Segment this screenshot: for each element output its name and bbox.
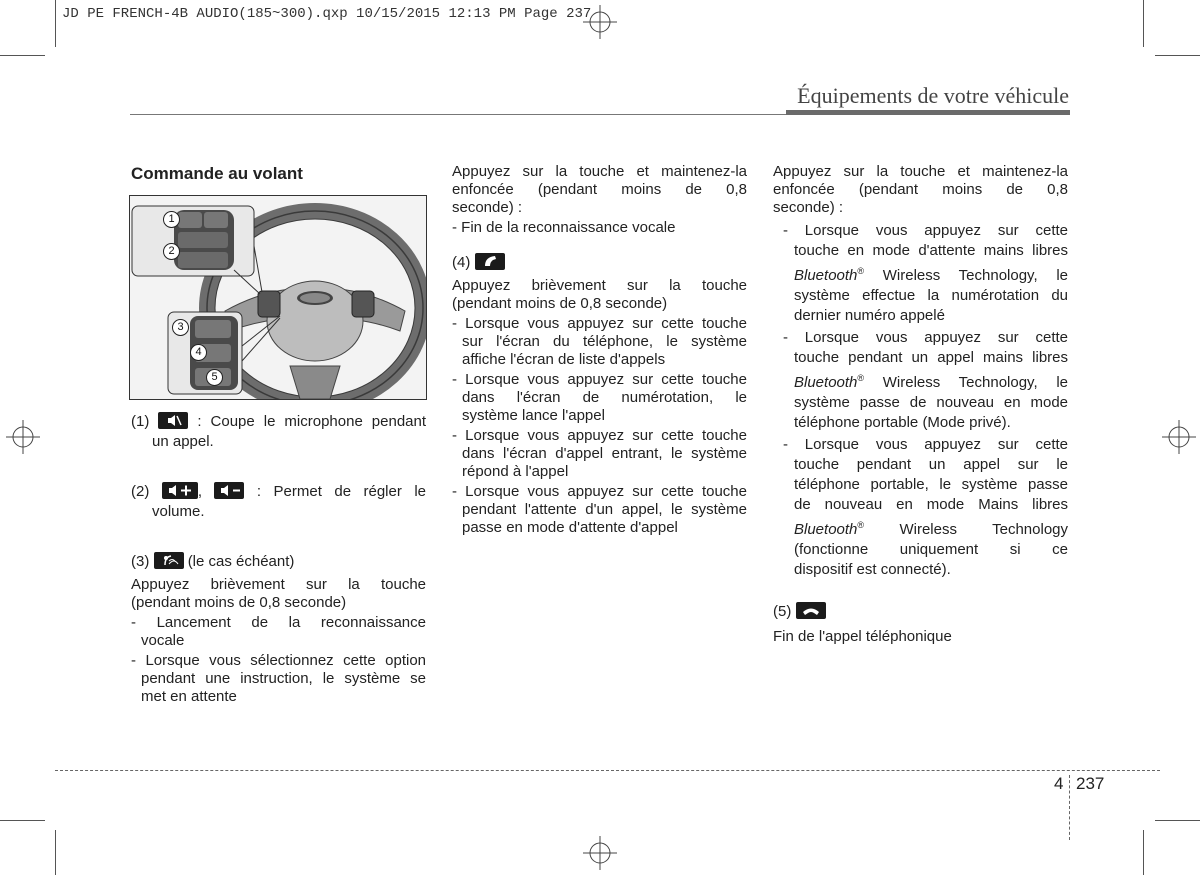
item-3-b2c: met en attente [141,688,237,705]
col2-p1a: Appuyez sur la touche et maintenez-la [452,163,747,180]
col3-b3c: téléphone portable, le système passe [794,476,1068,493]
col3-b2d: système passe de nouveau en mode [794,394,1068,411]
col3-b3g: dispositif est connecté). [794,561,951,578]
end-call-icon [796,602,826,619]
col3-b2b: touche pendant un appel mains libres [794,349,1068,366]
col3-bullet-2 [773,328,1068,433]
crop-mark [0,55,45,56]
item-1-text: : Coupe le microphone pendant [197,413,427,430]
col2-b1: - Fin de la reconnaissance vocale [452,219,676,236]
title-rule-accent [786,110,1070,115]
column-1 [131,412,426,706]
callout-3: 3 [172,319,189,336]
item-4-line [452,253,747,273]
registered-mark: ® [857,373,865,383]
col3-b3e [773,515,1068,540]
page-number: 237 [1076,774,1105,793]
crop-mark [0,820,45,821]
item-1-label: (1) [131,413,150,430]
col3-b1e: dernier numéro appelé [794,307,945,324]
item-3-b2b: pendant une instruction, le système se [141,670,426,687]
col3-b3d: de nouveau en mode Mains libres [794,496,1068,513]
item-3-label: (3) [131,553,150,570]
col3-b2a: - Lorsque vous appuyez sur cette [783,329,1068,346]
item-4-label: (4) [452,254,471,271]
col3-b1b: touche en mode d'attente mains libres [794,242,1068,259]
item-3-text: (le cas échéant) [187,553,295,570]
crop-mark [1143,0,1144,47]
callout-1: 1 [163,211,180,228]
col3-b1c [773,261,1068,286]
page-number-separator [1069,775,1070,840]
volume-up-icon [162,482,198,499]
crop-mark [55,0,56,47]
col3-b1d: système effectue la numérotation du [794,287,1068,304]
col3-b3f: (fonctionne uniquement si ce [794,541,1068,558]
col3-b3e-rest: Wireless Technology [864,521,1068,538]
item-1-cont: un appel. [152,433,214,450]
item-5-line [773,602,1068,622]
col2-b2c: affiche l'écran de liste d'appels [462,351,666,368]
col2-b3a: - Lorsque vous appuyez sur cette touche [452,371,747,388]
call-handset-icon [475,253,505,270]
item-3-p2: (pendant moins de 0,8 seconde) [131,594,347,611]
col2-p2a: Appuyez brièvement sur la touche [452,277,747,294]
registered-mark: ® [857,266,865,276]
item-3-b1b: vocale [141,632,185,649]
item-2-cont: volume. [152,503,205,520]
registration-mark [1162,420,1196,454]
col2-b5c: passe en mode d'attente d'appel [462,519,678,536]
col2-p1c: seconde) : [452,199,523,216]
col2-p2b: (pendant moins de 0,8 seconde) [452,295,668,312]
item-5-text: Fin de l'appel téléphonique [773,628,952,645]
col3-p1b: enfoncée (pendant moins de 0,8 [773,181,1068,198]
callout-5: 5 [206,369,223,386]
steering-wheel-figure [129,195,427,400]
crop-mark [1143,830,1144,875]
section-title: Équipements de votre véhicule [797,83,1069,108]
item-2-line [131,482,426,502]
col3-p1a: Appuyez sur la touche et maintenez-la [773,163,1068,180]
col3-b2c-rest: Wireless Technology, le [864,374,1068,391]
item-3-b2a: - Lorsque vous sélectionnez cette option [131,652,426,669]
item-3-line [131,552,426,572]
crop-mark [55,830,56,875]
col3-b3a: - Lorsque vous appuyez sur cette [783,436,1068,453]
item-1-line [131,412,426,432]
col2-b2b: sur l'écran du téléphone, le système [462,333,747,350]
col3-b2e: téléphone portable (Mode privé). [794,414,1011,431]
footer-rule [55,770,1160,771]
crop-mark [1155,55,1200,56]
section-number: 4 [1054,774,1064,793]
col2-b5a: - Lorsque vous appuyez sur cette touche [452,483,747,500]
column-3 [773,163,1068,646]
item-2-label: (2) [131,483,150,500]
col2-b5b: pendant l'attente d'un appel, le système [462,501,747,518]
volume-down-icon [214,482,244,499]
item-2-comma: , [197,483,202,500]
col2-b4c: répond à l'appel [462,463,569,480]
column-2 [452,163,747,537]
col3-b1a: - Lorsque vous appuyez sur cette [783,222,1068,239]
page-heading: Commande au volant [131,164,303,183]
callout-4: 4 [190,344,207,361]
bluetooth-label: Bluetooth [794,521,858,538]
bluetooth-label: Bluetooth [794,267,858,284]
col3-p1c: seconde) : [773,199,844,216]
print-header: JD PE FRENCH-4B AUDIO(185~300).qxp 10/15/2015 12:13 PM Page 237 [62,6,592,22]
item-3-b1a: - Lancement de la reconnaissance [131,614,426,631]
crop-mark [1155,820,1200,821]
col3-bullet-1 [773,221,1068,326]
registration-mark [583,836,617,870]
item-3-p1: Appuyez brièvement sur la touche [131,576,426,593]
col3-b1c-rest: Wireless Technology, le [864,267,1068,284]
col2-b3b: dans l'écran de numérotation, le [462,389,747,406]
callout-2: 2 [163,243,180,260]
col3-b2c [773,368,1068,393]
col2-b2a: - Lorsque vous appuyez sur cette touche [452,315,747,332]
item-2-text: : Permet de régler le [256,483,426,500]
col2-p1b: enfoncée (pendant moins de 0,8 [452,181,747,198]
bluetooth-label: Bluetooth [794,374,858,391]
mute-speaker-icon [158,412,188,429]
voice-recognition-icon [154,552,184,569]
col3-b3b: touche pendant un appel sur le [794,456,1068,473]
col2-b3c: système lance l'appel [462,407,605,424]
item-5-label: (5) [773,603,792,620]
col3-bullet-3 [773,435,1068,580]
col2-b4a: - Lorsque vous appuyez sur cette touche [452,427,747,444]
registered-mark: ® [857,520,865,530]
registration-mark [6,420,40,454]
col2-b4b: dans l'écran d'appel entrant, le système [462,445,747,462]
